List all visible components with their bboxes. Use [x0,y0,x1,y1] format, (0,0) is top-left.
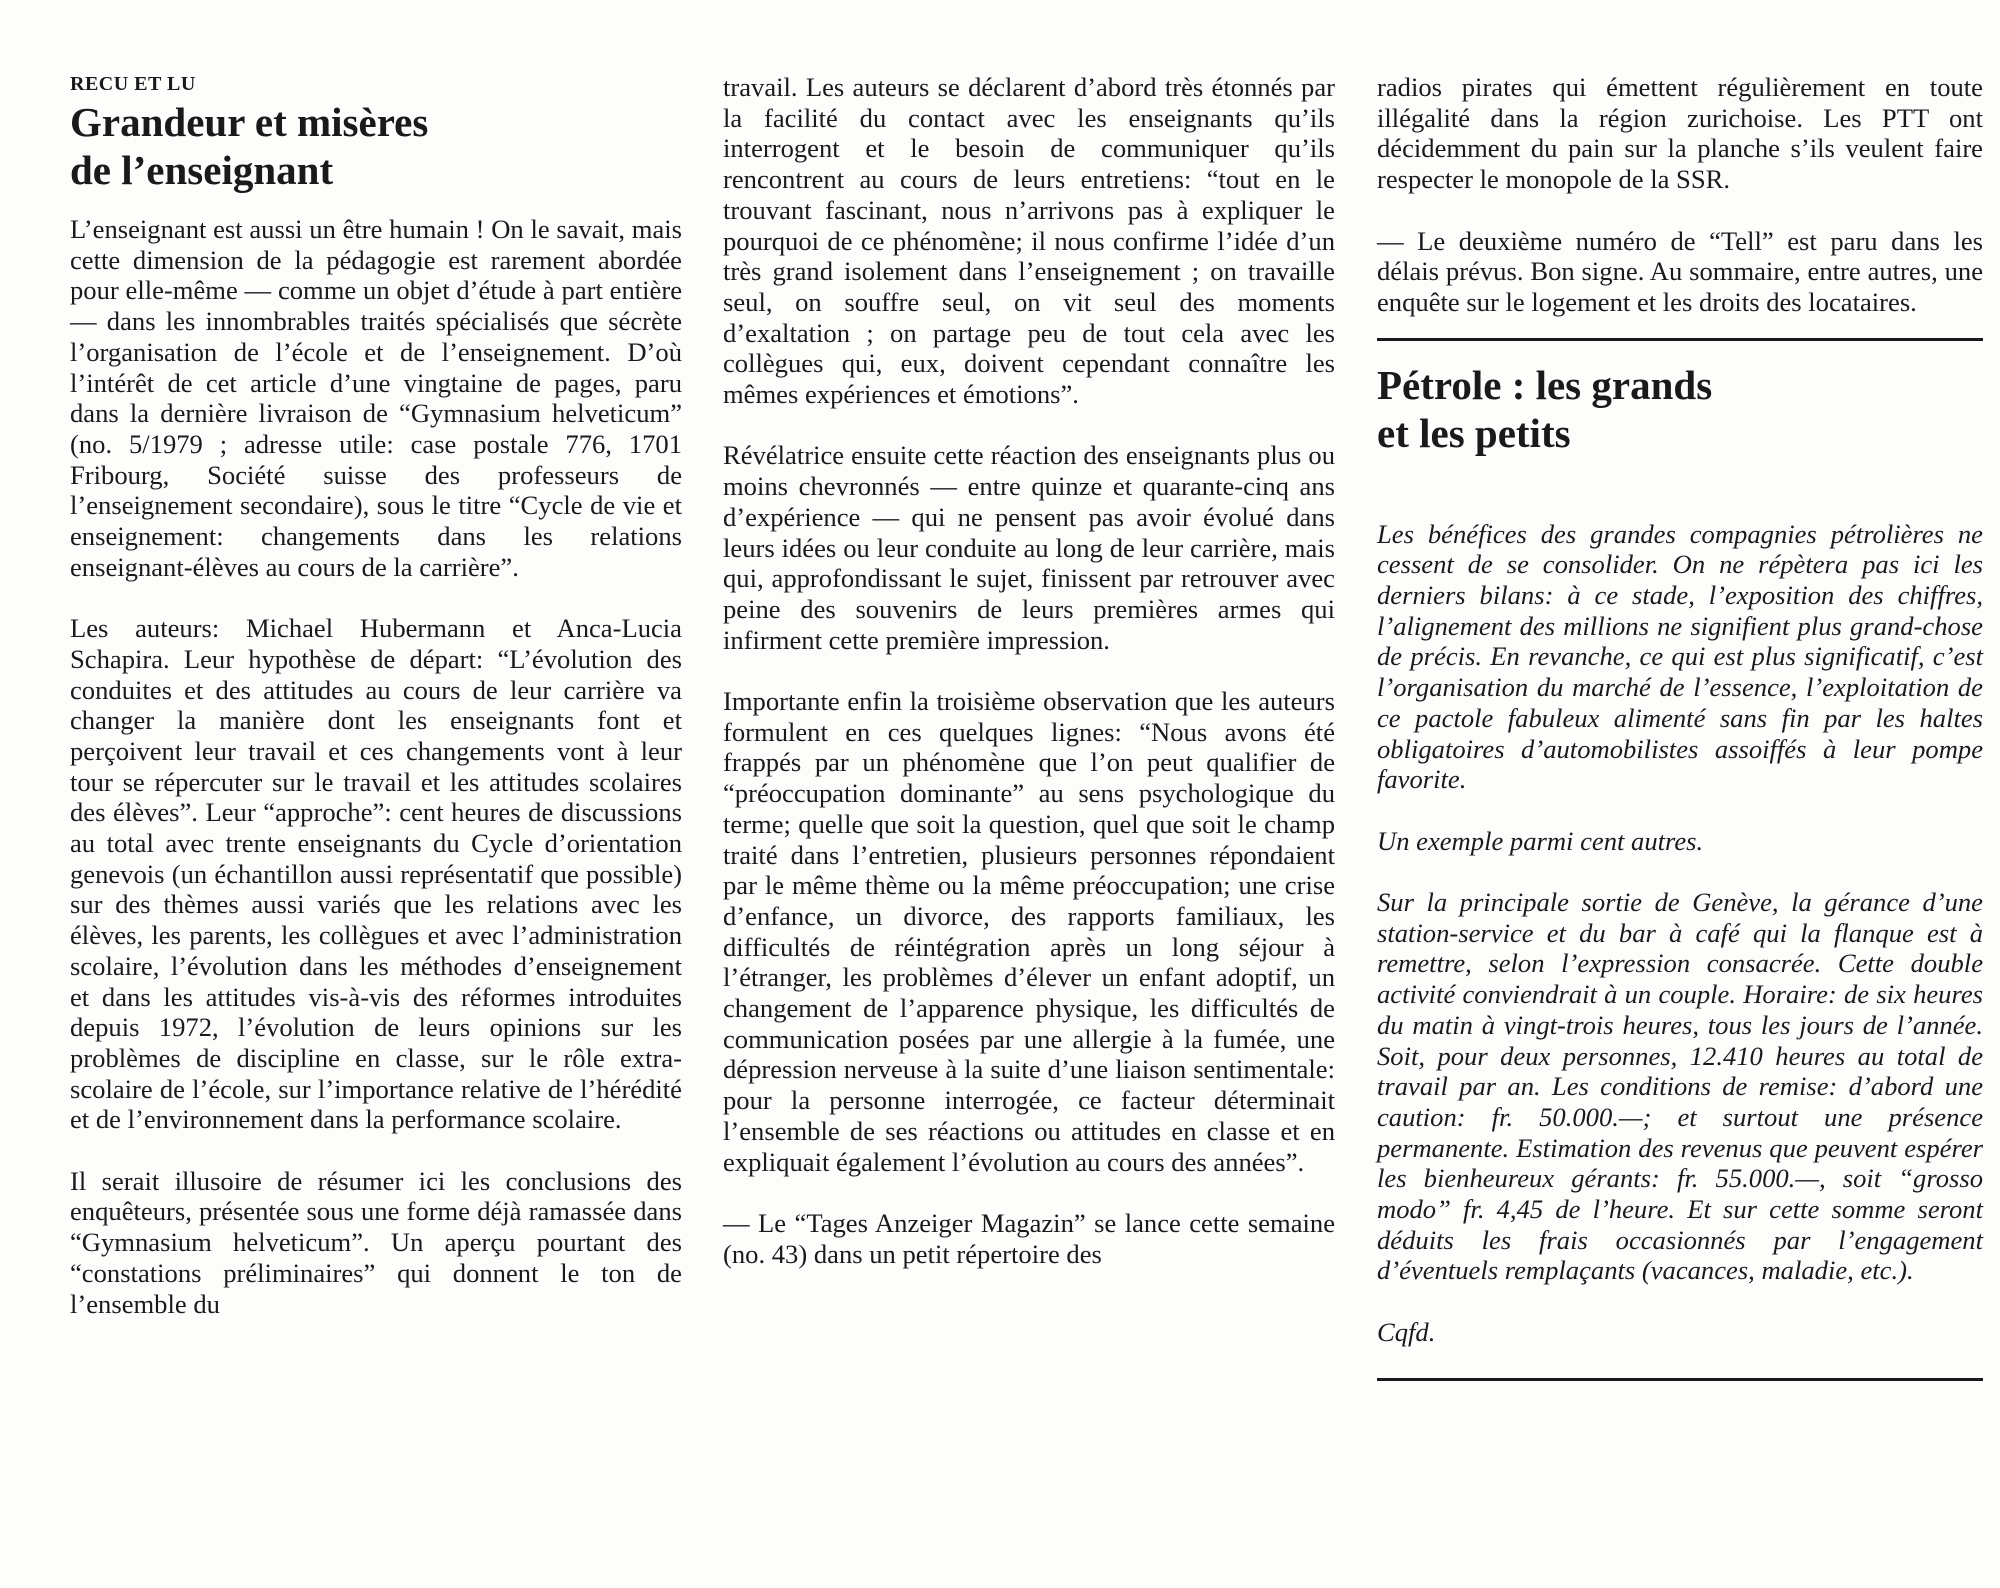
article-paragraph: Un exemple parmi cent autres. [1377,825,1704,856]
section-divider [1377,1378,1983,1381]
article-title: Pétrole : les grands et les petits [1377,361,1713,456]
article-paragraph: Il serait illusoire de résumer ici les conclusions des enquêteurs, présentée sous une forme déjà ramassée dans “Gymnasium helveticum”. Un aperçu pourtant des “constations préliminaires” qui donnent le ton de l’ensemble du [70,1165,682,1319]
article-paragraph: Révélatrice ensuite cette réaction des enseignants plus ou moins chevronnés — entre quinze et quarante-cinq ans d’expérience — qui ne pensent pas avoir évolué dans leurs idées ou leur conduite au long de leur carrière, mais qui, approfondissant le sujet, finissent par retrouver avec peine des souvenirs de leurs premières armes qui infirment cette première impression. [723,440,1335,655]
article-paragraph: — Le deuxième numéro de “Tell” est paru dans les délais prévus. Bon signe. Au sommaire, entre autres, une enquête sur le logement et les droits des locataires. [1377,225,1983,317]
article-title: Grandeur et misères de l’enseignant [70,99,429,193]
column-1 [70,72,682,1319]
article-paragraph: Importante enfin la troisième observation que les auteurs formulent en ces quelques lignes: “Nous avons été frappés par un phénomène que l’on peut qualifier de “préoccupation dominante” au sens psychologique du terme; quelle que soit la question, quel que soit le champ traité dans l’entretien, plusieurs personnes répondaient par le même thème ou la même préoccupation; une crise d’enfance, un divorce, des rapports familiaux, les difficultés de réintégration après un long séjour à l’étranger, les problèmes d’élever un enfant adoptif, un changement de l’apparence physique, les difficultés de communication posées par une allergie à la fumée, une dépression nerveuse à la suite d’une liaison sentimentale: pour la personne interrogée, ce facteur déterminait l’ensemble de ses réactions ou attitudes en classe et en expliquait également l’évolution au cours des années”. [723,686,1335,1177]
column-3 [1377,72,1983,1401]
article-paragraph: Cqfd. [1377,1316,1436,1347]
column-2 [723,72,1335,1269]
section-kicker: RECU ET LU [70,73,196,95]
article-paragraph: — Le “Tages Anzeiger Magazin” se lance cette semaine (no. 43) dans un petit répertoire des [723,1207,1335,1269]
article-paragraph: travail. Les auteurs se déclarent d’abord très étonnés par la facilité du contact avec les enseignants qu’ils interrogent et le besoin de communiquer qu’ils rencontrent au cours de leurs entretiens: “tout en le trouvant fascinant, nous n’arrivons pas à expliquer le pourquoi de ce phénomène; il nous confirme l’idée d’un très grand isolement dans l’enseignement ; on travaille seul, on souffre seul, on vit seul des moments d’exaltation ; on partage peu de tout cela avec les collègues qui, eux, doivent cependant connaître les mêmes expériences et émotions”. [723,72,1335,410]
article-body-italic [1377,519,1983,1348]
article-paragraph: Les bénéfices des grandes compagnies pétrolières ne cessent de se consolider. On ne répètera pas ici les derniers bilans: à ce stade, l’exposition des chiffres, l’alignement des millions ne signifient plus grand-chose de précis. En revanche, ce qui est plus significatif, c’est l’organisation du marché de l’essence, l’exploitation de ce pactole fabuleux alimenté sans fin par les haltes obligatoires d’automobilistes assoiffés à leur pompe favorite. [1377,518,1983,795]
article-paragraph: Les auteurs: Michael Hubermann et Anca-Lucia Schapira. Leur hypothèse de départ: “L’évolution des conduites et des attitudes au cours de leur carrière va changer la manière dont les enseignants font et perçoivent leur travail et ces changements vont à leur tour se répercuter sur le travail et les attitudes scolaires des élèves”. Leur “approche”: cent heures de discussions au total avec trente enseignants du Cycle d’orientation genevois (un échantillon aussi représentatif que possible) sur des thèmes aussi variés que les relations avec les élèves, les parents, les collègues et avec l’administration scolaire, l’évolution dans les méthodes d’enseignement et dans les attitudes vis-à-vis des réformes introduites depuis 1972, l’évolution de leurs opinions sur les problèmes de discipline en classe, sur le rôle extra-scolaire de l’école, sur l’importance relative de l’hérédité et de l’environnement dans la performance scolaire. [70,613,682,1135]
section-divider [1377,338,1983,341]
article-paragraph: L’enseignant est aussi un être humain ! On le savait, mais cette dimension de la pédagogie est rarement abordée pour elle-même — comme un objet d’étude à part entière — dans les innombrables traités spécialisés que sécrète l’organisation de l’école et de l’enseignement. D’où l’intérêt de cet article d’une vingtaine de pages, paru dans la dernière livraison de “Gymnasium helveticum” (no. 5/1979 ; adresse utile: case postale 776, 1701 Fribourg, Société suisse des professeurs de l’enseignement secondaire), sous le titre “Cycle de vie et enseignement: changements dans les relations enseignant-élèves au cours de la carrière”. [70,214,682,582]
article-paragraph: radios pirates qui émettent régulièrement en toute illégalité dans la région zurichoise. Les PTT ont décidemment du pain sur la planche s’ils veulent faire respecter le monopole de la SSR. [1377,72,1983,195]
article-paragraph: Sur la principale sortie de Genève, la gérance d’une station-service et du bar à café qui la flanque est à remettre, selon l’expression consacrée. Cette double activité conviendrait à un couple. Horaire: de six heures du matin à vingt-trois heures, tous les jours de l’année. Soit, pour deux personnes, 12.410 heures au total de travail par an. Les conditions de remise: d’abord une caution: fr. 50.000.—; et surtout une présence permanente. Estimation des revenus que peuvent espérer les bienheureux gérants: fr. 55.000.—, soit “grosso modo” fr. 4,45 de l’heure. Et sur cette somme seront déduits les frais occasionnés par l’engagement d’éventuels remplaçants (vacances, maladie, etc.). [1377,887,1983,1286]
